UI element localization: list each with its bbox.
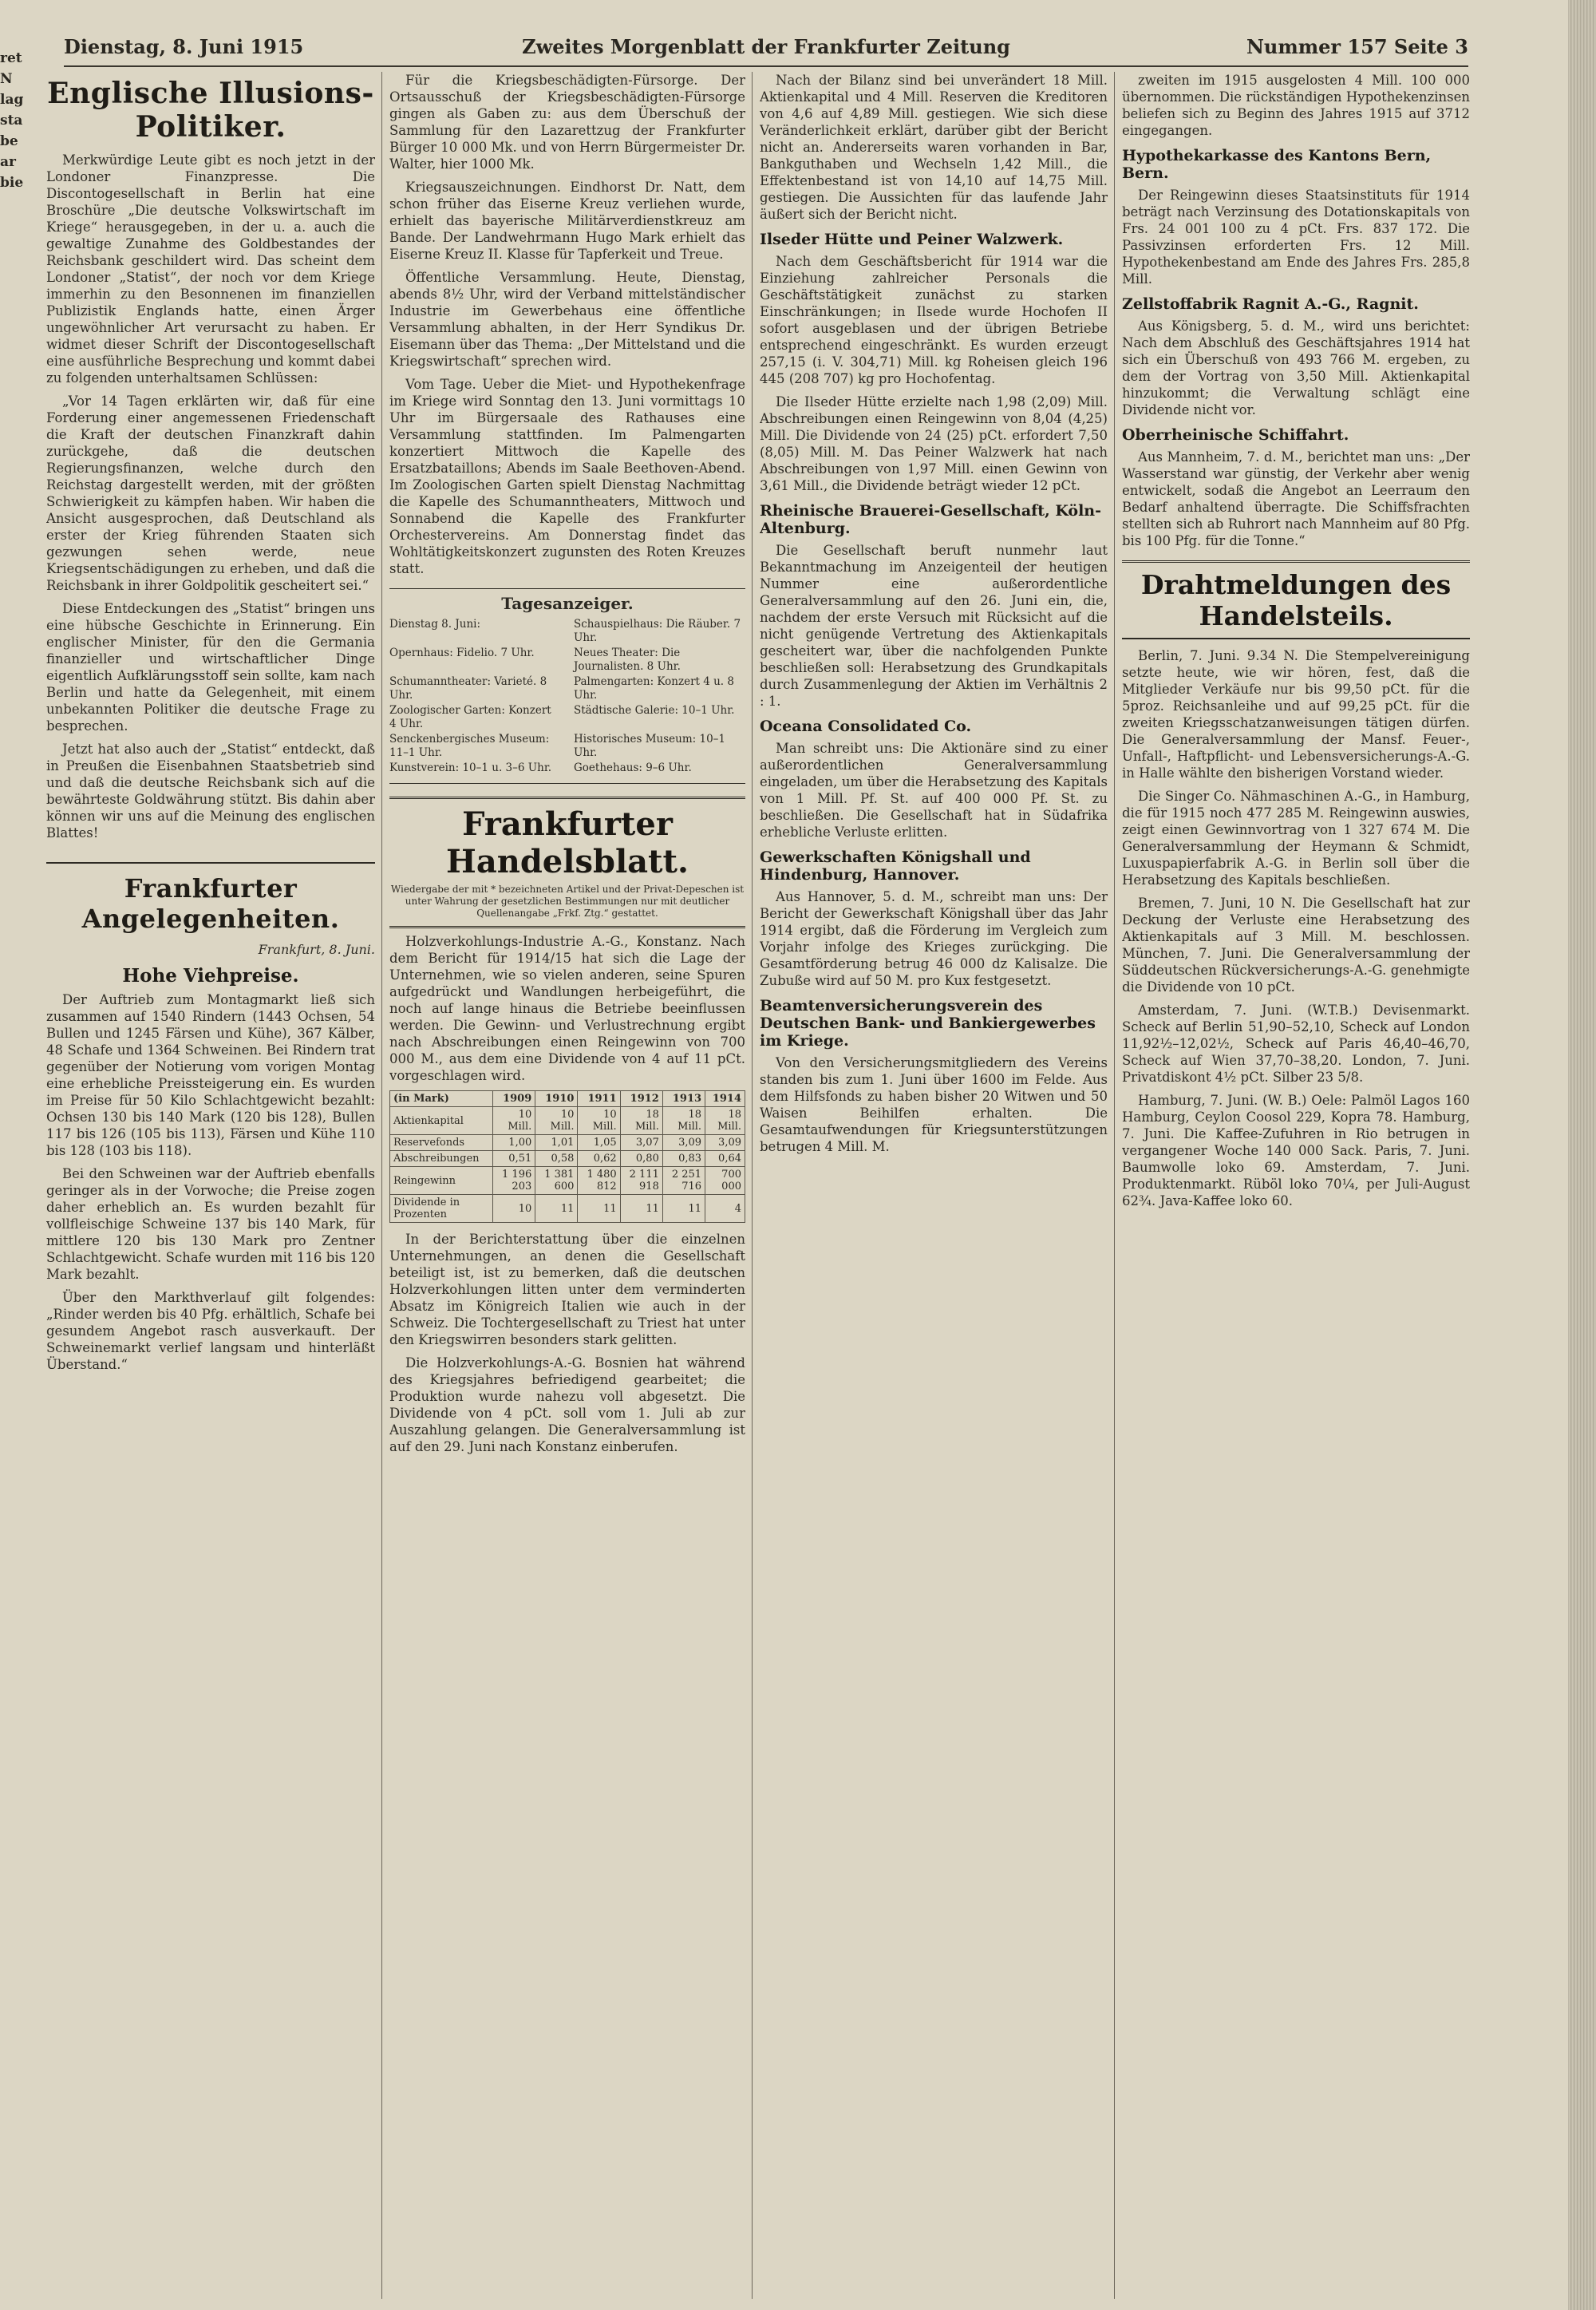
article-paragraph: Kriegsauszeichnungen. Eindhorst Dr. Natt, dem schon früher das Eiserne Kreuz verliehen wurde, erhielt das bayerische Militärverdienstkreuz am Bande. Der Landwehrmann Hugo Mark erhielt das Eiserne Kreuz II. Klasse für Tapferkeit und Treue. (389, 180, 745, 262)
agenda-item: Schauspielhaus: Die Räuber. 7 Uhr. (574, 618, 741, 644)
table-cell: 4 (705, 1195, 745, 1223)
table-cell: 11 (535, 1195, 578, 1223)
article-paragraph: zweiten im 1915 ausgelosten 4 Mill. 100 000 übernommen. Die rückständigen Hypothekenzinsen beliefen sich zu Beginn des Jahres 1915 auf 3712 eingegangen. (1122, 73, 1470, 138)
article-title: Hohe Viehpreise. (122, 965, 299, 987)
table-cell: 0,64 (705, 1151, 745, 1167)
article-title: Hypothekarkasse des Kantons Bern, Bern. (1122, 147, 1432, 182)
page-header (64, 30, 1468, 67)
article-title: Zellstoffabrik Ragnit A.-G., Ragnit. (1122, 295, 1419, 313)
table-cell: 11 (620, 1195, 662, 1223)
column-2 (389, 72, 745, 2299)
table-header-cell: 1914 (705, 1091, 745, 1107)
table-header-cell: 1911 (578, 1091, 620, 1107)
table-cell: 10 Mill. (493, 1107, 535, 1135)
article-title: Gewerkschaften Königshall und Hindenburg, Hannover. (760, 848, 1031, 884)
article-paragraph: Von den Versicherungsmitgliedern des Vereins standen bis zum 1. Juni über 1600 im Felde. Aus dem Hilfsfonds zu haben bisher 20 Witwen und 50 Waisen Beihilfen erhalten. Die Gesamtaufwendungen für Kriegsunterstützungen betrugen 4 Mill. M. (760, 1055, 1108, 1154)
table-header-cell: 1909 (493, 1091, 535, 1107)
article-paragraph: Die Gesellschaft beruft nunmehr laut Bekanntmachung im Anzeigenteil der heutigen Nummer eine außerordentliche Generalversammlung auf den 26. Juni ein, die, nachdem der erste Versuch mit Rücksicht auf die nicht genügende Vertretung des Aktienkapitals gescheitert war, über die nachfolgenden Punkte beschließen soll: Herabsetzung des Grundkapitals durch Zusammenlegung der Aktien im Verhältnis 2 : 1. (760, 543, 1108, 709)
table-cell: 1,05 (578, 1135, 620, 1151)
table-header-cell: 1913 (662, 1091, 705, 1107)
table-cell: 2 111 918 (620, 1167, 662, 1195)
agenda-item: Historisches Museum: 10–1 Uhr. (574, 733, 726, 759)
section-title: Frankfurter Angelegenheiten. (46, 862, 375, 934)
table-cell: 18 Mill. (662, 1107, 705, 1135)
table-cell: 0,80 (620, 1151, 662, 1167)
adjacent-page-fragment: ret N lag sta be ar bie (0, 50, 24, 191)
agenda-title: Tagesanzeiger. (389, 588, 745, 613)
column-3 (760, 72, 1108, 2299)
article-paragraph: Der Auftrieb zum Montagmarkt ließ sich zusammen auf 1540 Rindern (1443 Ochsen, 54 Bullen und 1245 Färsen und Kühe), 367 Kälber, 48 Schafe und 1364 Schweinen. Bei Rindern trat gegenüber der Notierung vom vorigen Montag eine erhebliche Preissteigerung ein. Es wurden im Preise für 50 Kilo Schlachtgewicht bezahlt: Ochsen 130 bis 140 Mark (120 bis 128), Bullen 117 bis 126 (105 bis 113), Färsen und Kühe 110 bis 128 (103 bis 118). (46, 992, 375, 1158)
table-cell: 1,01 (535, 1135, 578, 1151)
agenda-item: Dienstag 8. Juni: (389, 618, 480, 631)
article-paragraph: Für die Kriegsbeschädigten-Fürsorge. Der Ortsausschuß der Kriegsbeschädigten-Fürsorge gingen als Gaben zu: aus dem Überschuß der Sammlung für den Lazarettzug der Frankfurter Bürger 10 000 Mk. und von Herrn Bürgermeister Dr. Walter, hier 1000 Mk. (389, 73, 745, 172)
table-cell: Reingewinn (390, 1167, 493, 1195)
table-cell: 11 (662, 1195, 705, 1223)
article-paragraph: Hamburg, 7. Juni. (W. B.) Oele: Palmöl Lagos 160 Hamburg, Ceylon Coosol 229, Kopra 78. Hamburg, 7. Juni. Die Kaffee-Zufuhren in Rio betrugen in vergangener Woche 140 000 Sack. Paris, 7. Juni. Baumwolle loko 69. Amsterdam, 7. Juni. Produktenmarkt. Rüböl loko 70¼, per Juli-August 62¾. Java-Kaffee loko 60. (1122, 1093, 1470, 1208)
article-paragraph: Aus Königsberg, 5. d. M., wird uns berichtet: Nach dem Abschluß des Geschäftsjahres 1914 hat sich ein Überschuß von 493 766 M. ergeben, zu dem der Vortrag von 3,50 Mill. Aktienkapital hinzukommt; die Verwaltung schlägt eine Dividende nicht vor. (1122, 318, 1470, 417)
article-paragraph: Vom Tage. Ueber die Miet- und Hypothekenfrage im Kriege wird Sonntag den 13. Juni vormittags 10 Uhr im Bürgersaale des Rathauses eine Versammlung stattfinden. Im Palmengarten konzertiert Mittwoch die Kapelle des Ersatzbataillons; Abends im Saale Beethoven-Abend. Im Zoologischen Garten spielt Dienstag Nachmittag die Kapelle des Schumanntheaters, Mittwoch und Sonnabend die Kapelle des Frankfurter Orchestervereins. Am Donnerstag findet das Wohltätigkeitskonzert zugunsten des Roten Kreuzes statt. (389, 377, 745, 576)
table-row (390, 1151, 745, 1167)
table-cell: 1 480 812 (578, 1167, 620, 1195)
article-paragraph: Bei den Schweinen war der Auftrieb ebenfalls geringer als in der Vorwoche; die Preise zogen daher erheblich an. Es wurden bezahlt für vollfleischige Schweine 137 bis 140 Mark, für mittlere 120 bis 130 Mark pro Zentner Schlachtgewicht. Schafe wurden mit 116 bis 120 Mark bezahlt. (46, 1166, 375, 1282)
table-cell: 1 196 203 (493, 1167, 535, 1195)
article-paragraph: Man schreibt uns: Die Aktionäre sind zu einer außerordentlichen Generalversammlung eingeladen, um über die Herabsetzung des Kapitals von 1 Mill. Pf. St. auf 400 000 Pf. St. zu beschließen. Die Gesellschaft hat in Südafrika erhebliche Verluste erlitten. (760, 741, 1108, 840)
article-paragraph: Die Holzverkohlungs-A.-G. Bosnien hat während des Kriegsjahres befriedigend gearbeitet; die Produktion wurde nahezu voll abgesetzt. Die Dividende von 4 pCt. soll vom 1. Juli ab zur Auszahlung gelangen. Die Generalversammlung ist auf den 29. Juni nach Konstanz einberufen. (389, 1355, 745, 1454)
agenda-item: Senckenbergisches Museum: 11–1 Uhr. (389, 733, 550, 759)
article-paragraph: Der Reingewinn dieses Staatsinstituts für 1914 beträgt nach Verzinsung des Dotationskapitals von Frs. 24 001 100 zu 4 pCt. Frs. 837 172. Die Passivzinsen erforderten Frs. 12 Mill. Hypothekenbestand am Ende des Jahres Frs. 285,8 Mill. (1122, 188, 1470, 287)
agenda-item: Palmengarten: Konzert 4 u. 8 Uhr. (574, 675, 734, 702)
article-paragraph: Über den Markthverlauf gilt folgendes: „Rinder werden bis 40 Pfg. erhältlich, Schafe bei gesundem Angebot rasch ausverkauft. Der Schweinemarkt verlief langsam und hinterläßt Überstand.“ (46, 1290, 375, 1372)
table-cell: 700 000 (705, 1167, 745, 1195)
article-paragraph: Aus Mannheim, 7. d. M., berichtet man uns: „Der Wasserstand war günstig, der Verkehr aber wenig entwickelt, sodaß die Angebot an Leerraum den Bedarf anhaltend überragte. Die Schiffsfrachten stellten sich ab Ruhrort nach Mannheim auf 80 Pfg. bis 100 Pfg. für die Tonne.“ (1122, 449, 1470, 548)
financial-table (389, 1090, 745, 1223)
table-cell: 2 251 716 (662, 1167, 705, 1195)
article-paragraph: Holzverkohlungs-Industrie A.-G., Konstanz. Nach dem Bericht für 1914/15 hat sich die Lage der Unternehmen, wie so vielen anderen, seine Spuren aufgedrückt und Wandlungen herbeigeführt, die noch auf lange hinaus die Betriebe beeinflussen werden. Die Gewinn- und Verlustrechnung ergibt nach Abschreibungen einen Reingewinn von 700 000 M., aus dem eine Dividende von 4 auf 11 pCt. vorgeschlagen wird. (389, 934, 745, 1083)
article-paragraph: „Vor 14 Tagen erklärten wir, daß für eine Forderung einer angemessenen Friedenschaft die Kraft der deutschen Finanzkraft dahin zurückgehe, daß die deutschen Regierungsfinanzen, welche durch den Reichstag dargestellt werden, mit der größten Schwierigkeit zu kämpfen haben. Wir haben die Ansicht ausgesprochen, daß Deutschland als erster der Krieg führenden Staaten sich gezwungen sehen werde, neue Kriegsentschädigungen zu erheben, und daß die Reichsbank in ihrer Goldpolitik gescheitert sei.“ (46, 394, 375, 593)
article-title: Englische Illusions-Politiker. (47, 77, 374, 144)
article-paragraph: Amsterdam, 7. Juni. (W.T.B.) Devisenmarkt. Scheck auf Berlin 51,90–52,10, Scheck auf London 11,92½–12,02½, Scheck auf Paris 46,40–46,70, Scheck auf Wien 37,70–38,20. London, 7. Juni. Privatdiskont 4½ pCt. Silber 23 5/8. (1122, 1003, 1470, 1085)
table-cell: 10 (493, 1195, 535, 1223)
table-cell: Reservefonds (390, 1135, 493, 1151)
agenda-item: Schumanntheater: Varieté. 8 Uhr. (389, 675, 547, 702)
table-row (390, 1135, 745, 1151)
article-paragraph: Die Singer Co. Nähmaschinen A.-G., in Hamburg, die für 1915 noch 477 285 M. Reingewinn auswies, zeigt einen Gewinnvortrag von 1 327 674 M. Die Generalversammlung der Heymann & Schmidt, Luxuspapierfabrik A.-G. in Berlin soll über die Herabsetzung des Kapitals beschließen. (1122, 789, 1470, 888)
handelsblatt-masthead (389, 797, 745, 928)
agenda-item: Opernhaus: Fidelio. 7 Uhr. (389, 647, 535, 659)
table-cell: Dividende in Prozenten (390, 1195, 493, 1223)
article-title: Oceana Consolidated Co. (760, 718, 972, 735)
table-cell: 0,62 (578, 1151, 620, 1167)
agenda-item: Neues Theater: Die Journalisten. 8 Uhr. (574, 647, 681, 673)
header-masthead: Zweites Morgenblatt der Frankfurter Zeitung (522, 35, 1010, 58)
article-title: Ilseder Hütte und Peiner Walzwerk. (760, 231, 1064, 248)
table-cell: 3,07 (620, 1135, 662, 1151)
article-paragraph: Die Ilseder Hütte erzielte nach 1,98 (2,09) Mill. Abschreibungen einen Reingewinn von 8,04 (4,25) Mill. Die Dividende von 24 (25) pCt. erfordert 7,50 (8,05) Mill. M. Das Peiner Walzwerk hat nach Abschreibungen von 1,97 Mill. einen Gewinn von 3,61 Mill., die Dividende beträgt wieder 12 pCt. (760, 394, 1108, 493)
column-divider (752, 72, 753, 2299)
article-title: Rheinische Brauerei-Gesellschaft, Köln-Altenburg. (760, 502, 1102, 537)
article-paragraph: Aus Hannover, 5. d. M., schreibt man uns: Der Bericht der Gewerkschaft Königshall über das Jahr 1914 ergibt, daß die Förderung im Vergleich zum Vorjahr infolge des Krieges zurückging. Die Gesamtförderung betrug 46 000 dz Kalisalze. Die Zubuße wird auf 50 M. pro Kux festgesetzt. (760, 889, 1108, 988)
column-divider (381, 72, 382, 2299)
table-cell: 0,83 (662, 1151, 705, 1167)
article-paragraph: Diese Entdeckungen des „Statist“ bringen uns eine hübsche Geschichte in Erinnerung. Ein englischer Minister, für den die Germania finanzieller und wirtschaftlicher Dinge eigentlich Aufklärungsstoff sein sollte, kam nach Berlin und hatte da Gelegenheit, mit einem unbekannten Politiker die deutsche Frage zu besprechen. (46, 601, 375, 734)
handelsblatt-title: Frankfurter Handelsblatt. (446, 805, 689, 880)
table-cell: Abschreibungen (390, 1151, 493, 1167)
table-cell: 1 381 600 (535, 1167, 578, 1195)
table-header-cell: 1910 (535, 1091, 578, 1107)
article-paragraph: Berlin, 7. Juni. 9.34 N. Die Stempelvereinigung setzte heute, wie wir hören, fest, daß die Mitglieder Verkäufe nur bis 99,50 pCt. für die 5proz. Reichsanleihe und auf 99,25 pCt. für die zweiten Kriegsschatzanweisungen tätigen dürfen. Die Generalversammlung der Mansf. Feuer-, Unfall-, Haftpflicht- und Lebensversicherungs-A.-G. in Halle wählte den bisherigen Vorstand wieder. (1122, 648, 1470, 781)
table-header-cell: 1912 (620, 1091, 662, 1107)
header-date: Dienstag, 8. Juni 1915 (64, 35, 304, 58)
agenda-item: Kunstverein: 10–1 u. 3–6 Uhr. (389, 761, 552, 774)
article-paragraph: In der Berichterstattung über die einzelnen Unternehmungen, an denen die Gesellschaft beteiligt ist, ist zu bemerken, daß die deutschen Holzverkohlungen litten unter dem verminderten Absatz im Königreich Italien wie auch in der Schweiz. Die Tochtergesellschaft zu Triest hat unter den Kriegswirren besonders stark gelitten. (389, 1232, 745, 1347)
dateline: Frankfurt, 8. Juni. (258, 942, 375, 957)
table-row (390, 1167, 745, 1195)
table-cell: 0,51 (493, 1151, 535, 1167)
table-row (390, 1107, 745, 1135)
table-header-row (390, 1091, 745, 1107)
table-cell: 18 Mill. (705, 1107, 745, 1135)
article-title: Beamtenversicherungsverein des Deutschen Bank- und Bankiergewerbes im Kriege. (760, 997, 1096, 1050)
page-stack-edge (1568, 0, 1596, 2310)
table-cell: 10 Mill. (578, 1107, 620, 1135)
agenda-item: Goethehaus: 9–6 Uhr. (574, 761, 692, 774)
table-cell: 1,00 (493, 1135, 535, 1151)
agenda-list (389, 618, 745, 784)
article-paragraph: Bremen, 7. Juni, 10 N. Die Gesellschaft hat zur Deckung der Verluste eine Herabsetzung des Aktienkapitals auf 3 Mill. M. beschlossen. München, 7. Juni. Die Generalversammlung der Süddeutschen Rückversicherungs-A.-G. genehmigte die Dividende von 10 pCt. (1122, 896, 1470, 995)
article-paragraph: Jetzt hat also auch der „Statist“ entdeckt, daß in Preußen die Eisenbahnen Staatsbetrieb sind und daß die deutsche Reichsbank sich auf die bewährteste Goldwährung stützt. Bis dahin aber können wir uns auf die Meinung des englischen Blattes! (46, 742, 375, 841)
table-cell: 3,09 (662, 1135, 705, 1151)
article-title: Oberrheinische Schiffahrt. (1122, 426, 1349, 444)
table-cell: 18 Mill. (620, 1107, 662, 1135)
table-row (390, 1195, 745, 1223)
article-paragraph: Nach dem Geschäftsbericht für 1914 war die Einziehung zahlreicher Personals die Geschäftstätigkeit zunächst zu starken Einschränkungen; in Ilsede wurde Hochofen II sofort ausgeblasen und der übrigen Betriebe entsprechend eingeschränkt. Es wurden erzeugt 257,15 (i. V. 304,71) Mill. kg Roheisen gleich 196 445 (208 707) kg pro Hochofentag. (760, 254, 1108, 386)
section-headline: Drahtmeldungen des Handelsteils. (1122, 560, 1470, 639)
table-cell: Aktienkapital (390, 1107, 493, 1135)
handelsblatt-note: Wiedergabe der mit * bezeichneten Artikel und der Privat-Depeschen ist unter Wahrung der gesetzlichen Bestimmungen nur mit deutlicher Quellenangabe „Frkf. Ztg.“ gestattet. (390, 884, 745, 919)
agenda-item: Städtische Galerie: 10–1 Uhr. (574, 704, 735, 717)
table-cell: 10 Mill. (535, 1107, 578, 1135)
agenda-item: Zoologischer Garten: Konzert 4 Uhr. (389, 704, 551, 730)
table-header-cell: (in Mark) (390, 1091, 493, 1107)
header-page-number: Nummer 157 Seite 3 (1246, 35, 1468, 58)
column-4 (1122, 72, 1470, 2299)
column-1 (46, 72, 375, 2299)
article-paragraph: Öffentliche Versammlung. Heute, Dienstag, abends 8½ Uhr, wird der Verband mittelständischer Industrie im Gewerbehaus eine öffentliche Versammlung abhalten, in der Herr Syndikus Dr. Eisemann über das Thema: „Der Mittelstand und die Kriegswirtschaft“ sprechen wird. (389, 270, 745, 369)
table-cell: 11 (578, 1195, 620, 1223)
article-paragraph: Merkwürdige Leute gibt es noch jetzt in der Londoner Finanzpresse. Die Discontogesellschaft in Berlin hat eine Broschüre „Die deutsche Volkswirtschaft im Kriege“ herausgegeben, in der u. a. auch die gewaltige Zunahme des Goldbestandes der Reichsbank geschildert wird. Das scheint dem Londoner „Statist“, der noch vor dem Kriege immerhin zu den Besonnenen im finanziellen Publizistik Englands hatte, einen Ärger ungewöhnlicher Art verursacht zu haben. Er widmet dieser Schrift der Discontogesellschaft eine ausführliche Besprechung und kommt dabei zu folgenden unterhaltsamen Schlüssen: (46, 152, 375, 386)
article-paragraph: Nach der Bilanz sind bei unverändert 18 Mill. Aktienkapital und 4 Mill. Reserven die Kreditoren von 4,6 auf 4,89 Mill. gestiegen. Wie sich diese Veränderlichkeit erklärt, darüber gibt der Bericht nicht an. Andererseits waren vorhanden in Bar, Bankguthaben und Wechseln 1,42 Mill., die Effektenbestand ist von 14,10 auf 14,75 Mill. gestiegen. Die Aussichten für das laufende Jahr äußert sich der Bericht nicht. (760, 73, 1108, 222)
table-cell: 3,09 (705, 1135, 745, 1151)
table-cell: 0,58 (535, 1151, 578, 1167)
column-divider (1114, 72, 1115, 2299)
